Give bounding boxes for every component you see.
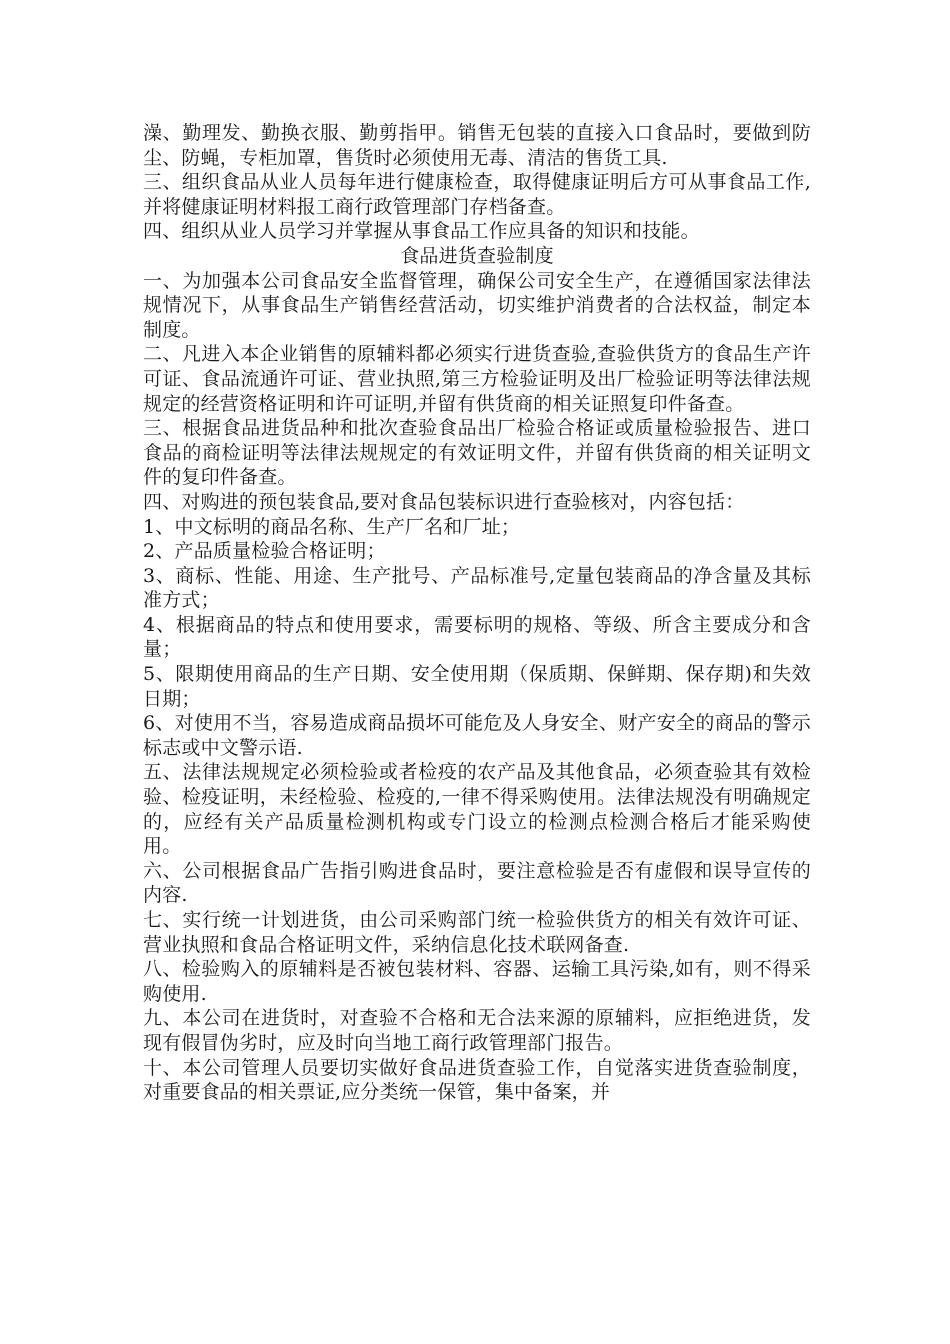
paragraph: 五、法律法规规定必须检验或者检疫的农产品及其他食品，必须查验其有效检验、检疫证明，未经检验、检疫的,一律不得采购使用。法律法规没有明确规定的，应经有关产品质量检测机构或专门设立的检测点检测合格后才能采购使用。: [143, 761, 811, 858]
list-item: 2、产品质量检验合格证明；: [143, 540, 386, 563]
list-item: 3、商标、性能、用途、生产批号、产品标准号,定量包装商品的净含量及其标准方式；: [143, 564, 811, 612]
paragraph: 三、根据食品进货品种和批次查验食品出厂检验合格证或质量检验报告、进口食品的商检证明等法律法规规定的有效证明文件，并留有供货商的相关证明文件的复印件备查。: [143, 417, 811, 489]
paragraph: 四、组织从业人员学习并掌握从事食品工作应具备的知识和技能。: [143, 220, 700, 243]
paragraph: 十、本公司管理人员要切实做好食品进货查验工作，自觉落实进货查验制度，对重要食品的相关票证,应分类统一保管，集中备案，并: [143, 1056, 811, 1104]
list-item: 4、根据商品的特点和使用要求，需要标明的规格、等级、所含主要成分和含量；: [143, 613, 811, 661]
document-body: [143, 121, 811, 1105]
paragraph: 一、为加强本公司食品安全监督管理，确保公司安全生产，在遵循国家法律法规情况下，从事食品生产销售经营活动，切实维护消费者的合法权益，制定本制度。: [143, 269, 811, 341]
list-item: 5、限期使用商品的生产日期、安全使用期（保质期、保鲜期、保存期)和失效日期；: [143, 663, 811, 710]
paragraph: 七、实行统一计划进货，由公司采购部门统一检验供货方的相关有效许可证、营业执照和食品合格证明文件，采纳信息化技术联网备查.: [143, 909, 811, 956]
paragraph: 八、检验购入的原辅料是否被包装材料、容器、运输工具污染,如有，则不得采购使用.: [143, 958, 811, 1005]
paragraph: 九、本公司在进货时，对查验不合格和无合法来源的原辅料，应拒绝进货，发现有假冒伪劣时，应及时向当地工商行政管理部门报告。: [143, 1007, 811, 1054]
paragraph: 四、对购进的预包装食品,要对食品包装标识进行查验核对，内容包括：: [143, 490, 745, 513]
paragraph: 二、凡进入本企业销售的原辅料都必须实行进货查验,查验供货方的食品生产许可证、食品流通许可证、营业执照,第三方检验证明及出厂检验证明等法律法规规定的经营资格证明和许可证明,并留有供货商的相关证照复印件备查。: [143, 343, 811, 415]
paragraph: 澡、勤理发、勤换衣服、勤剪指甲。销售无包装的直接入口食品时，要做到防尘、防蝇，专柜加罩，售货时必须使用无毒、清洁的售货工具.: [143, 122, 811, 169]
paragraph: 六、公司根据食品广告指引购进食品时，要注意检验是否有虚假和误导宣传的内容.: [143, 859, 811, 907]
list-item: 1、中文标明的商品名称、生产厂名和厂址；: [143, 515, 521, 538]
section-title: 食品进货查验制度: [400, 244, 554, 267]
paragraph: 三、组织食品从业人员每年进行健康检查，取得健康证明后方可从事食品工作,并将健康证明材料报工商行政管理部门存档备查。: [143, 171, 811, 218]
list-item: 6、对使用不当，容易造成商品损坏可能危及人身安全、财产安全的商品的警示标志或中文警示语.: [143, 712, 811, 759]
